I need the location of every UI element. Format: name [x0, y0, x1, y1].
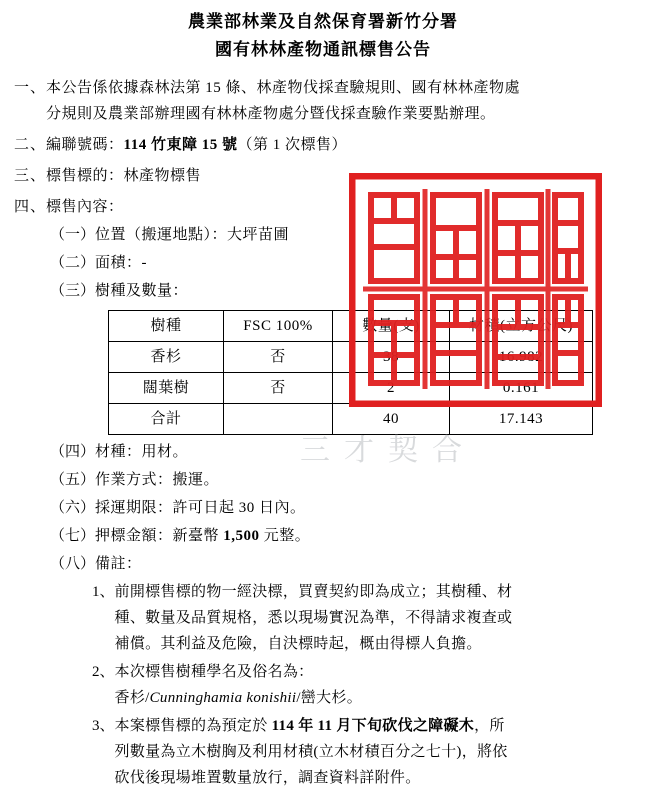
title-line-1: 農業部林業及自然保育署新竹分署 [188, 12, 458, 31]
subitem-3-text: 樹種及數量： [95, 283, 189, 299]
subitem-4-text: 材種：用材。 [95, 444, 189, 460]
note-2 [92, 659, 632, 711]
table-header-fsc: FSC 100% [224, 311, 333, 342]
clause-3-label: 標售標的： [46, 168, 124, 184]
cell-species: 香杉 [109, 342, 224, 373]
cell-fsc: 否 [224, 373, 333, 404]
subitem-7 [50, 523, 632, 549]
note-3-line-2: 列數量為立木樹胸及利用材積(立木材積百分之七十)，將依 [114, 744, 508, 760]
clause-2-serial-number: 114 竹東障 15 號 [123, 137, 238, 153]
note-1 [92, 579, 632, 657]
note-3-line-3: 砍伐後現場堆置數量放行，調查資料詳附件。 [114, 770, 421, 786]
clause-4-number: 四、 [14, 199, 47, 215]
clause-1 [14, 75, 632, 127]
cell-total-label: 合計 [109, 404, 224, 435]
note-3-line-1 [115, 713, 632, 739]
subitem-4-number: （四） [50, 444, 96, 460]
note-2-line-2 [115, 685, 632, 711]
note-1-number: 1、 [92, 584, 115, 600]
note-3-line-1-post: ，所 [474, 718, 505, 734]
cell-fsc: 否 [224, 342, 333, 373]
note-3 [92, 713, 632, 791]
table-row [109, 373, 593, 404]
note-3-text [115, 713, 632, 791]
title-line-2: 國有林林產物通訊標售公告 [215, 40, 431, 59]
subitem-2-text: 面積：- [95, 255, 148, 271]
clause-2-number: 二、 [14, 137, 47, 153]
subitem-8-text: 備註： [95, 556, 142, 572]
clause-4-text: 標售內容： [46, 199, 124, 215]
clause-3-number: 三、 [14, 168, 47, 184]
clause-3-value: 林產物標售 [123, 168, 202, 184]
subitem-1-number: （一） [50, 227, 96, 243]
subitem-2-number: （二） [50, 255, 96, 271]
cell-total-quantity: 40 [333, 404, 450, 435]
clause-1-line-2: 分規則及農業部辦理國有林林產物處分暨伐採查驗作業要點辦理。 [46, 106, 496, 122]
deposit-suffix: 元整。 [259, 528, 311, 544]
cell-quantity: 38 [333, 342, 450, 373]
subitem-4 [50, 439, 632, 465]
subitem-6-number: （六） [50, 500, 96, 516]
document-title [0, 0, 646, 64]
subitem-2 [50, 250, 632, 276]
species-common-prefix: 香杉/ [114, 690, 150, 706]
subitem-1-text: 位置（搬運地點）：大坪苗圃 [95, 227, 290, 243]
table-header-row [109, 311, 593, 342]
note-1-line-1: 前開標售標的物一經決標，買賣契約即為成立；其樹種、材 [114, 584, 513, 600]
subitem-5-text: 作業方式：搬運。 [95, 472, 220, 488]
cell-volume: 0.161 [450, 373, 593, 404]
cell-total-fsc [224, 404, 333, 435]
subitem-7-text [95, 523, 632, 549]
subitem-3-number: （三） [50, 283, 96, 299]
note-2-text [115, 659, 632, 711]
note-3-line-1-pre: 本案標售標的為預定於 [114, 718, 272, 734]
cell-total-volume: 17.143 [450, 404, 593, 435]
note-1-line-2: 種、數量及品質規格，悉以現場實況為準，不得請求複查或 [114, 610, 513, 626]
note-3-number: 3、 [92, 718, 115, 734]
table-header-species: 樹種 [109, 311, 224, 342]
clause-2-text [46, 132, 632, 158]
clause-1-text [46, 75, 632, 127]
cell-quantity: 2 [333, 373, 450, 404]
clause-1-number: 一、 [14, 80, 47, 96]
species-common-suffix: /巒大杉。 [296, 690, 362, 706]
species-table [108, 310, 593, 435]
clause-4 [14, 194, 632, 220]
cell-volume: 16.982 [450, 342, 593, 373]
subitem-7-number: （七） [50, 528, 96, 544]
clause-1-line-1: 本公告係依據森林法第 15 條、林產物伐採查驗規則、國有林林產物處 [46, 80, 521, 96]
subitem-8-number: （八） [50, 556, 96, 572]
subitem-5 [50, 467, 632, 493]
table-row [109, 342, 593, 373]
faint-watermark-stamp: 三才契合 [300, 434, 476, 467]
subitem-8 [50, 551, 632, 577]
document-body [0, 64, 646, 791]
deposit-amount: 1,500 [223, 528, 260, 544]
note-1-line-3: 補償。其利益及危險，自決標時起，概由得標人負擔。 [114, 636, 482, 652]
note-2-number: 2、 [92, 664, 115, 680]
subitem-1 [50, 222, 632, 248]
deposit-label: 押標金額：新臺幣 [95, 528, 224, 544]
cell-species: 闊葉樹 [109, 373, 224, 404]
note-2-line-1: 本次標售樹種學名及俗名為： [114, 664, 314, 680]
table-header-quantity: 數量(支) [333, 311, 450, 342]
clause-2-label: 編聯號碼： [46, 137, 124, 153]
species-latin-name: Cunninghamia konishii [149, 690, 297, 706]
clause-2-suffix: （第 1 次標售） [237, 137, 347, 153]
subitem-6 [50, 495, 632, 521]
clause-2 [14, 132, 632, 158]
note-3-highlight: 114 年 11 月下旬砍伐之障礙木 [271, 718, 475, 734]
subitem-6-text: 採運期限：許可日起 30 日內。 [95, 500, 306, 516]
note-1-text [115, 579, 632, 657]
table-total-row [109, 404, 593, 435]
subitem-5-number: （五） [50, 472, 96, 488]
table-header-volume: 材積(立方公尺) [450, 311, 593, 342]
subitem-3 [50, 278, 632, 304]
clause-3 [14, 163, 632, 189]
clause-3-text [46, 163, 632, 189]
